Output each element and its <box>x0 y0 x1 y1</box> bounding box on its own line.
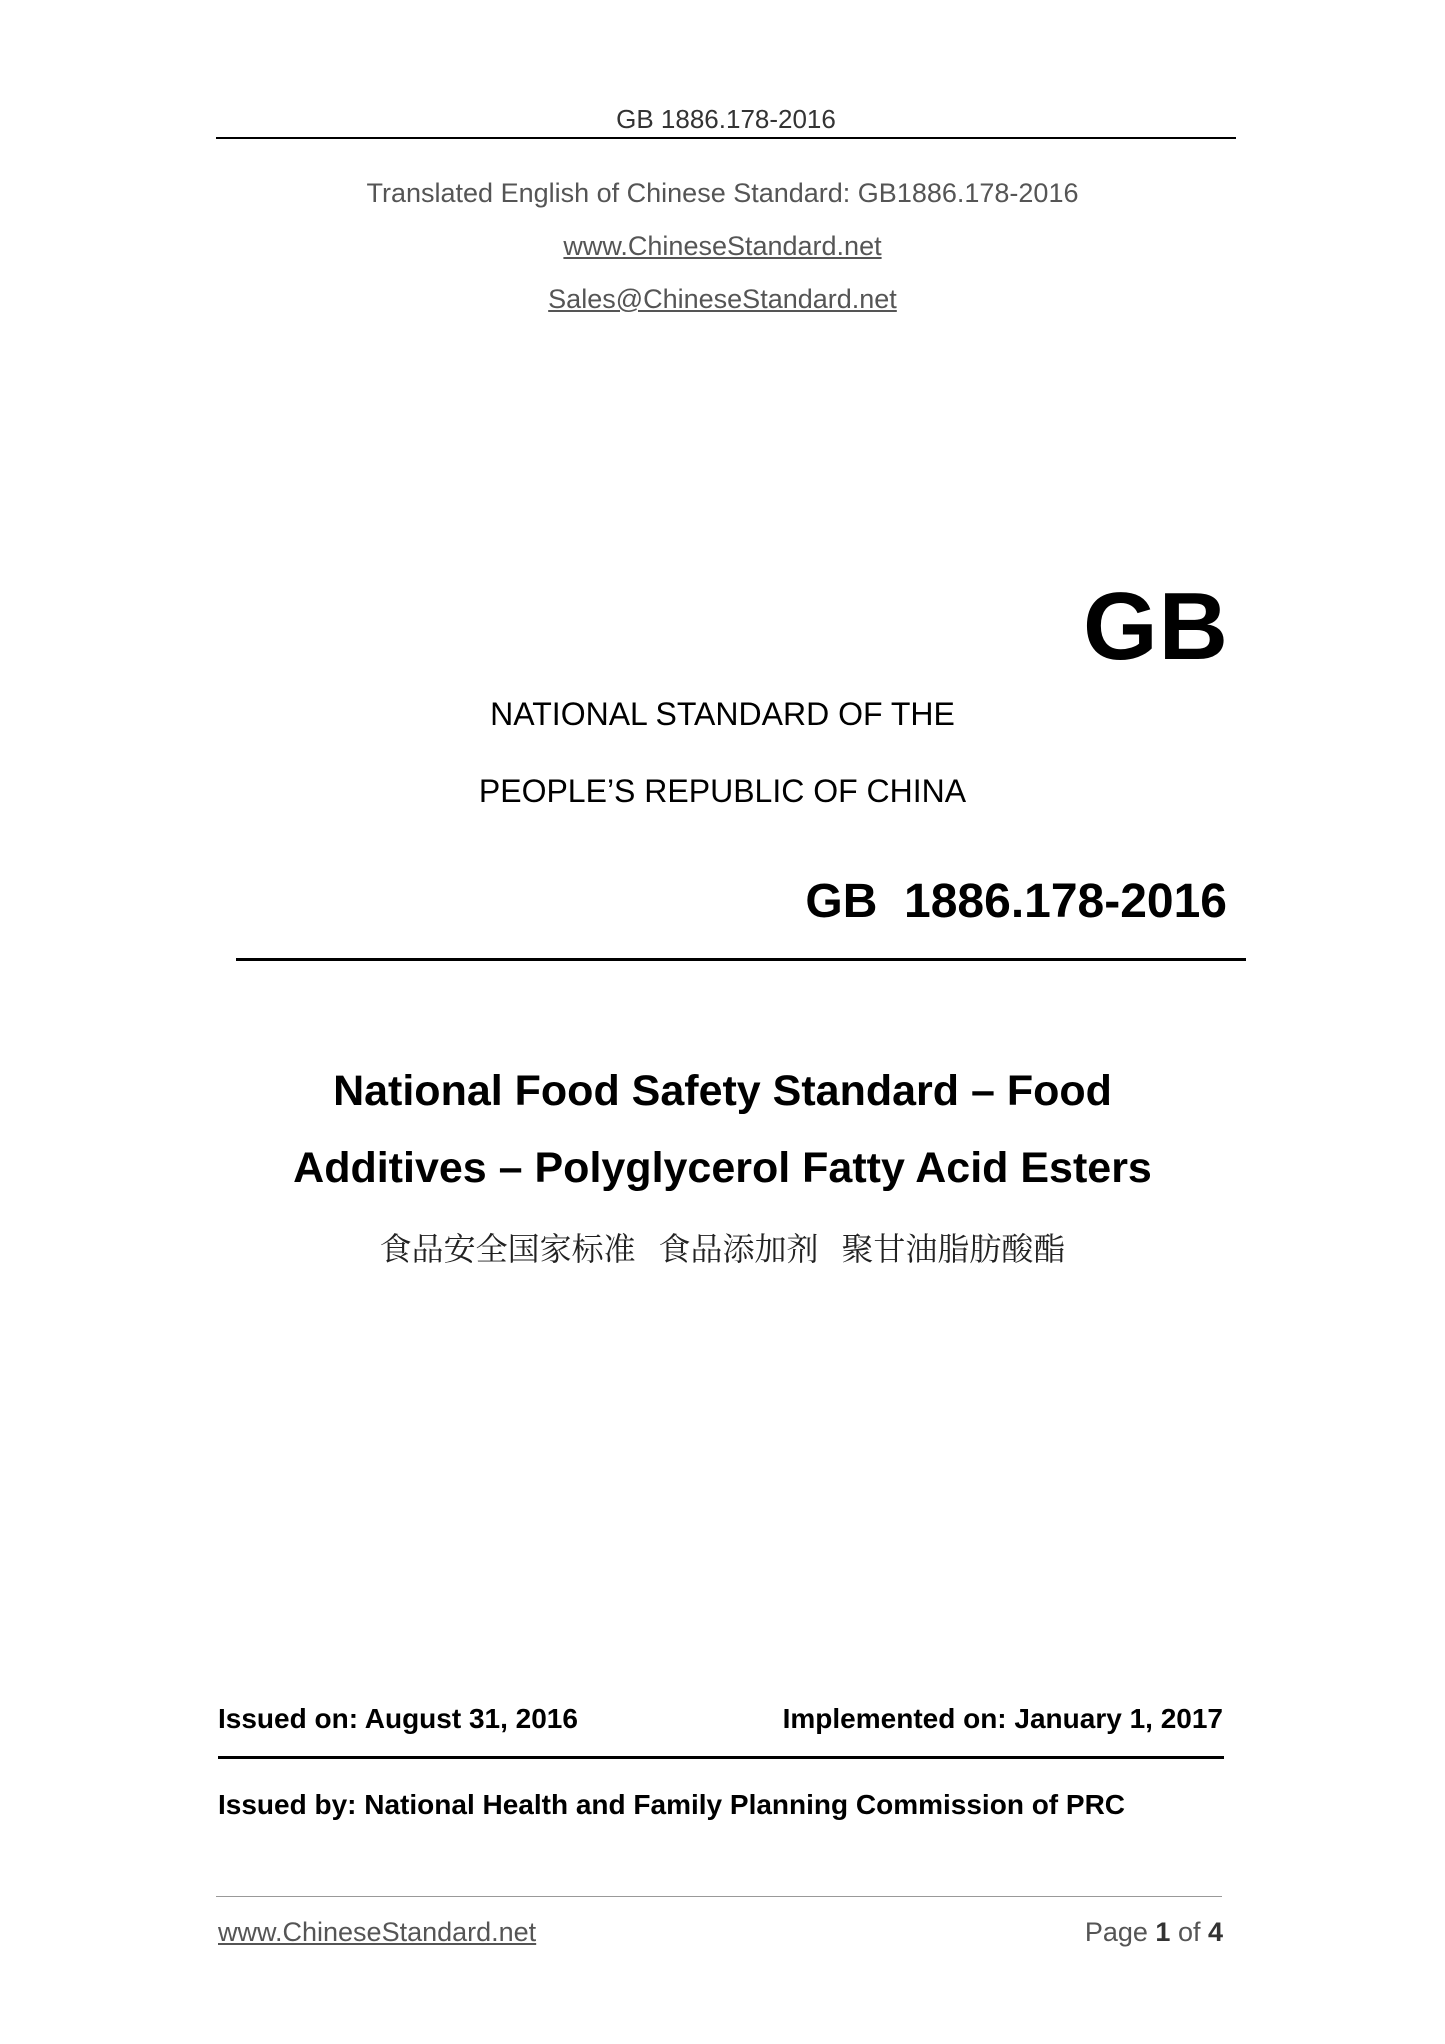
page-mid: of <box>1170 1917 1208 1947</box>
sales-email-link[interactable]: Sales@ChineseStandard.net <box>548 284 897 314</box>
document-title-line-2: Additives – Polyglycerol Fatty Acid Esters <box>293 1144 1152 1192</box>
page-indicator <box>1085 1917 1223 1948</box>
footer-website-link[interactable]: www.ChineseStandard.net <box>218 1917 537 1947</box>
chinese-title: 食品安全国家标准 食品添加剂 聚甘油脂肪酸酯 <box>379 1231 1066 1267</box>
standard-number: GB 1886.178-2016 <box>805 875 1227 928</box>
footer-rule <box>216 1896 1222 1897</box>
implemented-on-date: Implemented on: January 1, 2017 <box>782 1703 1223 1734</box>
running-header: GB 1886.178-2016 <box>616 104 836 134</box>
standard-number-rule <box>236 958 1246 961</box>
sales-email-row <box>0 284 1445 315</box>
document-title-line-1: National Food Safety Standard – Food <box>333 1067 1112 1115</box>
issued-by: Issued by: National Health and Family Planning Commission of PRC <box>218 1789 1126 1820</box>
national-standard-line-2: PEOPLE’S REPUBLIC OF CHINA <box>478 773 967 809</box>
translated-notice: Translated English of Chinese Standard: GB1886.178-2016 <box>366 178 1079 208</box>
issue-rule <box>218 1756 1224 1759</box>
page-prefix: Page <box>1084 1917 1156 1947</box>
national-standard-line-1: NATIONAL STANDARD OF THE <box>490 696 955 732</box>
website-link-row <box>0 231 1445 262</box>
page-current: 1 <box>1155 1917 1171 1947</box>
website-link[interactable]: www.ChineseStandard.net <box>563 231 882 261</box>
issued-on-date: Issued on: August 31, 2016 <box>218 1703 578 1734</box>
page-total: 4 <box>1207 1917 1223 1947</box>
gb-mark: GB <box>1083 573 1229 680</box>
header-rule <box>216 137 1236 139</box>
